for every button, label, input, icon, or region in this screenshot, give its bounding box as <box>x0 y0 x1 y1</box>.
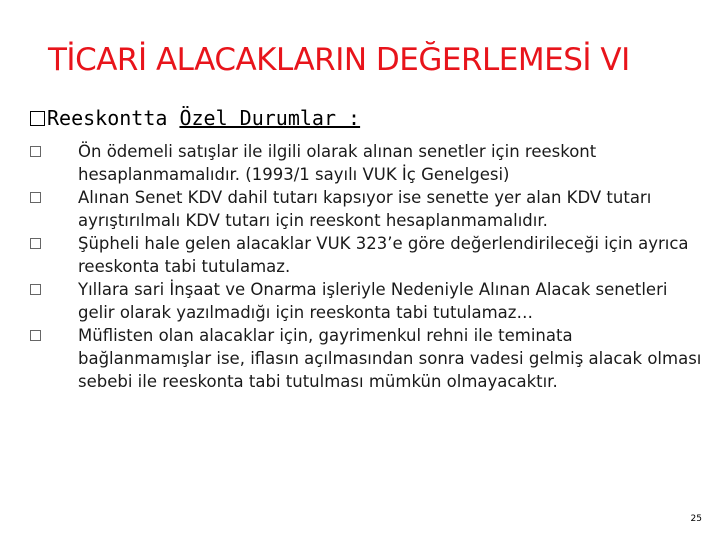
heading-underlined: Özel Durumlar : <box>179 106 361 130</box>
square-bullet-icon <box>30 238 41 249</box>
bullet-list <box>30 140 702 393</box>
list-item-text: Müflisten olan alacaklar için, gayrimenkul rehni ile teminata bağlanmamışlar ise, iflasın açılmasından sonra vadesi gelmiş alacak olması sebebi ile reeskonta tabi tutulması mümkün olmayacaktır. <box>78 326 702 391</box>
list-item <box>30 140 702 186</box>
list-item <box>30 186 702 232</box>
page-number: 25 <box>690 514 702 524</box>
list-item <box>30 324 702 393</box>
list-item <box>30 278 702 324</box>
list-item <box>30 232 702 278</box>
heading-prefix: Reeskontta <box>47 106 168 130</box>
section-heading <box>30 106 360 130</box>
square-bullet-icon <box>30 192 41 203</box>
checkbox-bullet-icon <box>30 111 45 126</box>
slide-title: TİCARİ ALACAKLARIN DEĞERLEMESİ VI <box>48 42 630 78</box>
square-bullet-icon <box>30 146 41 157</box>
square-bullet-icon <box>30 284 41 295</box>
list-item-text: Ön ödemeli satışlar ile ilgili olarak alınan senetler için reeskont hesaplanmamalıdır. (1993/1 sayılı VUK İç Genelgesi) <box>78 142 597 184</box>
list-item-text: Şüpheli hale gelen alacaklar VUK 323’e göre değerlendirileceği için ayrıca reeskonta tabi tutulamaz. <box>78 234 689 276</box>
list-item-text: Alınan Senet KDV dahil tutarı kapsıyor ise senette yer alan KDV tutarı ayrıştırılmalı KDV tutarı için reeskont hesaplanmamalıdır. <box>78 188 652 230</box>
square-bullet-icon <box>30 330 41 341</box>
list-item-text: Yıllara sari İnşaat ve Onarma işleriyle Nedeniyle Alınan Alacak senetleri gelir olarak yazılmadığı için reeskonta tabi tutulamaz… <box>78 280 668 322</box>
